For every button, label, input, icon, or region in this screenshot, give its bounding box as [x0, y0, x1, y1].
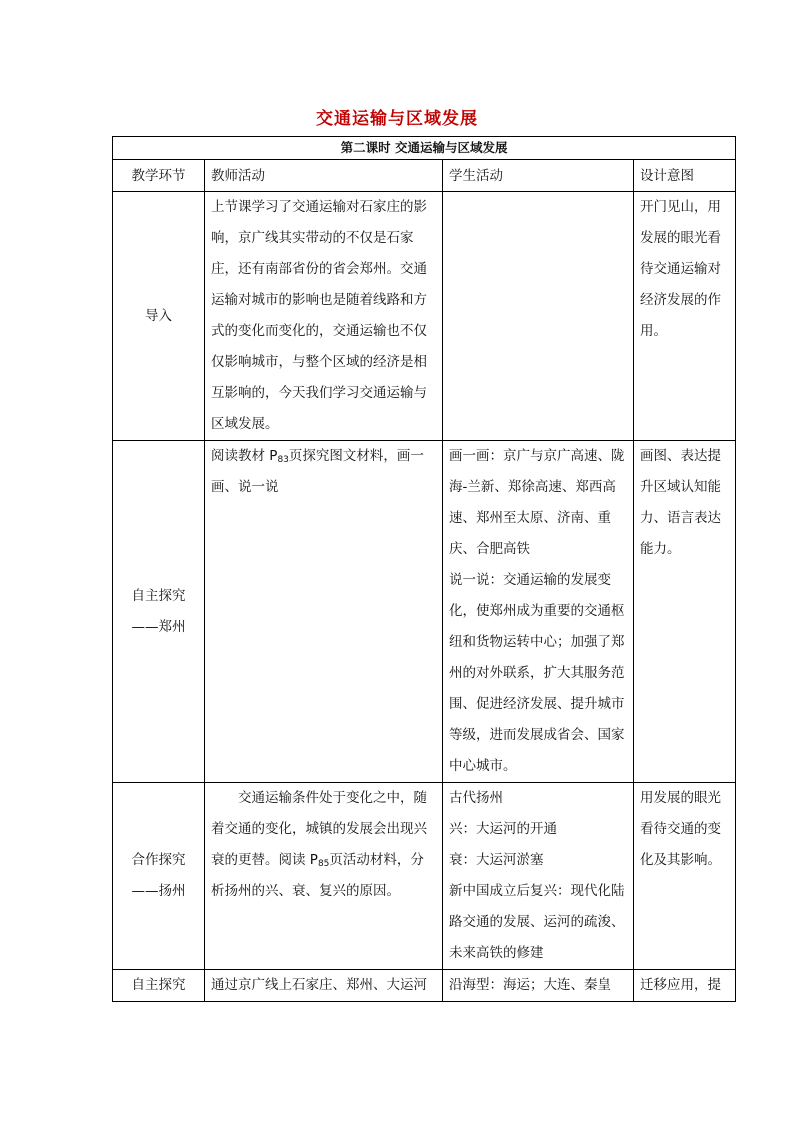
student-line: 衰：大运河淤塞 [449, 852, 544, 868]
teacher-text: 页探究图文材料，画一画、说一说 [211, 448, 424, 495]
page-number: 85 [317, 859, 330, 869]
header-intent: 设计意图 [634, 160, 736, 192]
teacher-cell [205, 441, 443, 783]
student-cell [443, 441, 634, 783]
header-student: 学生活动 [443, 160, 634, 192]
page-number: 83 [277, 455, 289, 465]
table-subtitle: 第二课时 交通运输与区域发展 [113, 137, 736, 160]
teacher-cell: 上节课学习了交通运输对石家庄的影响，京广线其实带动的不仅是石家庄，还有南部省份的省会郑州。交通运输对城市的影响也是随着线路和方式的变化而变化的，交通运输也不仅仅影响城市，与整个区域的经济是相互影响的，今天我们学习交通运输与区域发展。 [205, 192, 443, 441]
stage-cell [113, 783, 205, 970]
student-line: 说一说：交通运输的发展变化，使郑州成为重要的交通枢纽和货物运转中心；加强了郑州的对外联系，扩大其服务范围、促进经济发展、提升城市等级，进而发展成省会、国家中心城市。 [449, 572, 625, 774]
student-line: 新中国成立后复兴：现代化陆路交通的发展、运河的疏浚、未来高铁的修建 [449, 883, 625, 961]
table-row [113, 192, 736, 441]
table-row [113, 783, 736, 970]
table-row [113, 441, 736, 783]
stage-line: ——郑州 [131, 618, 186, 635]
lesson-plan-table [112, 136, 736, 1002]
stage-line: ——扬州 [131, 883, 186, 899]
intent-cell: 画图、表达提升区域认知能力、语言表达能力。 [634, 441, 736, 783]
teacher-text: 页活动材料，分析扬州的兴、衰、复兴的原因。 [211, 852, 424, 899]
stage-line: 自主探究 [131, 587, 186, 604]
intent-cell: 开门见山，用发展的眼光看待交通运输对经济发展的作用。 [634, 192, 736, 441]
stage-cell: 自主探究 [113, 970, 205, 1002]
student-line: 兴：大运河的开通 [449, 821, 557, 837]
header-teacher: 教师活动 [205, 160, 443, 192]
student-cell [443, 783, 634, 970]
teacher-cell: 通过京广线上石家庄、郑州、大运河 [205, 970, 443, 1002]
table-subtitle-row [113, 137, 736, 160]
stage-line: 合作探究 [131, 852, 186, 868]
stage-cell: 导入 [113, 192, 205, 441]
teacher-text: 阅读教材 P [211, 448, 278, 464]
student-cell: 沿海型：海运；大连、秦皇 [443, 970, 634, 1002]
document-title: 交通运输与区域发展 [316, 109, 478, 129]
student-line: 古代扬州 [449, 790, 503, 806]
teacher-text: 交通运输条件处于变化之中，随着交通的变化，城镇的发展会出现兴衰的更替。阅读 P [211, 790, 427, 868]
header-stage: 教学环节 [113, 160, 205, 192]
teacher-cell [205, 783, 443, 970]
intent-cell: 迁移应用，提 [634, 970, 736, 1002]
table-row [113, 970, 736, 1002]
student-line: 画一画：京广与京广高速、陇海-兰新、郑徐高速、郑西高速、郑州至太原、济南、重庆、合肥高铁 [449, 448, 625, 557]
student-cell [443, 192, 634, 441]
intent-cell: 用发展的眼光看待交通的变化及其影响。 [634, 783, 736, 970]
stage-cell [113, 441, 205, 783]
table-header-row [113, 160, 736, 192]
